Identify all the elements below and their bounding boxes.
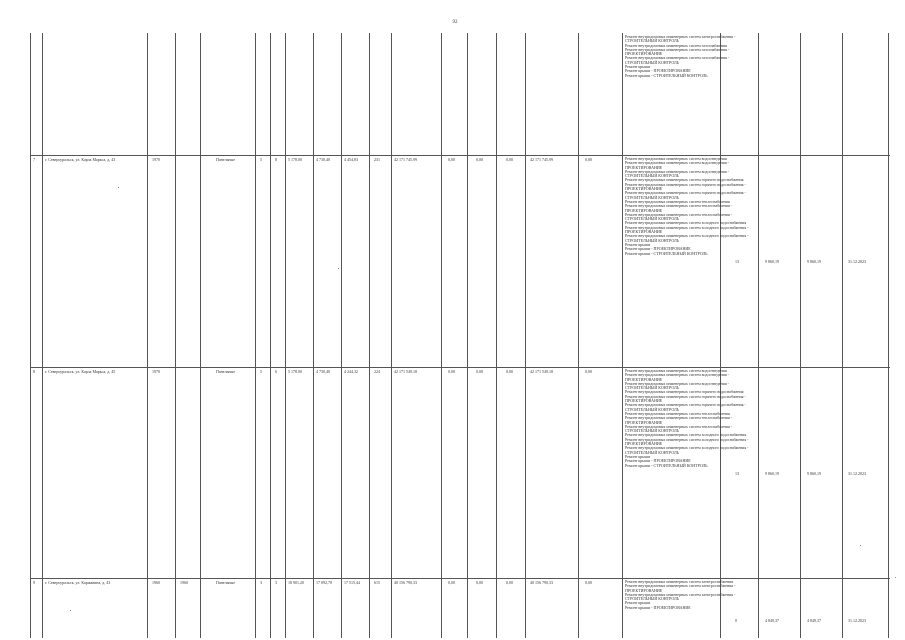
col-line xyxy=(622,33,623,638)
row-address: г. Североуральск, ул. Карла Маркса, д. 45 xyxy=(45,369,116,374)
row-number: 9 xyxy=(33,580,35,585)
row-floors: 5 xyxy=(260,369,262,374)
row-residents: 231 xyxy=(374,157,380,162)
row-cost-total: 40 156 790,33 xyxy=(394,580,417,585)
row-area-nonliving: 17 515,44 xyxy=(344,580,360,585)
scan-speck xyxy=(338,268,339,269)
page-number: 92 xyxy=(452,20,458,25)
col-line xyxy=(42,33,43,638)
row-cost-col: 0,00 xyxy=(585,157,592,162)
row-separator xyxy=(30,578,890,579)
col-line xyxy=(496,33,497,638)
row-area-living: 4 730,40 xyxy=(316,157,330,162)
col-line xyxy=(525,33,526,638)
row-area-nonliving: 4 454,83 xyxy=(344,157,358,162)
row-tail-date: 31.12.2023 xyxy=(848,471,866,476)
row-area-total: 5 178,00 xyxy=(288,157,302,162)
row-number: 7 xyxy=(33,157,35,162)
col-line xyxy=(391,33,392,638)
row-area-living: 4 730,40 xyxy=(316,369,330,374)
row-material: Панельные xyxy=(216,157,236,162)
col-line xyxy=(800,33,801,638)
col-line xyxy=(270,33,271,638)
col-line xyxy=(200,33,201,638)
row-tail-date: 31.12.2023 xyxy=(848,618,866,623)
row-cost-col: 42 171 745,99 xyxy=(530,157,553,162)
row-residents: 615 xyxy=(374,580,380,585)
row-cost-col: 0,00 xyxy=(585,369,592,374)
col-line xyxy=(369,33,370,638)
row-tail-date: 31.12.2023 xyxy=(848,259,866,264)
col-line xyxy=(467,33,468,638)
col-line xyxy=(175,33,176,638)
col-line xyxy=(255,33,256,638)
row-work-items: Ремонт внутридомовых инженерных систем водоотведения Ремонт внутридомовых инженерных систем водоотведения - ПРОЕКТИРОВАНИЕ Ремонт внутридомовых инженерных систем водоотведения - СТРОИТЕЛЬНЫЙ КОНТРОЛЬ Ремонт внутридомовых инженерных систем горячего водоснабжения Ремонт внутридомовых инженерных систем горячего водоснабжения - ПРОЕКТИРОВАНИЕ Ремонт внутридомовых инженерных систем горячего водоснабжения - СТРОИТЕЛЬНЫЙ КОНТРОЛЬ Ремонт внутридомовых инженерных систем теплоснабжения Ремонт внутридомовых инженерных систем теплоснабжения - ПРОЕКТИРОВАНИЕ Ремонт внутридомовых инженерных систем теплоснабжения - СТРОИТЕЛЬНЫЙ КОНТРОЛЬ Ремонт внутридомовых инженерных систем холодного водоснабжения Ремонт внутридомовых инженерных систем холодного водоснабжения - ПРОЕКТИРОВАНИЕ Ремонт внутридомовых инженерных систем холодного водоснабжения - СТРОИТЕЛЬНЫЙ КОНТРОЛЬ Ремонт крыши Ремонт крыши - ПРОЕКТИРОВАНИЕ Ремонт крыши - СТРОИТЕЛЬНЫЙ КОНТРОЛЬ xyxy=(625,369,749,468)
row-entrances: 3 xyxy=(275,580,277,585)
row-cost-col: 40 156 790,33 xyxy=(530,580,553,585)
col-line xyxy=(285,33,286,638)
row-cost-col: 0,00 xyxy=(506,580,513,585)
row-residents: 224 xyxy=(374,369,380,374)
row-address: г. Североуральск, ул. Каржавина, д. 43 xyxy=(45,580,111,585)
row-cost-total: 42 171 549,18 xyxy=(394,369,417,374)
row-cost-col: 0,00 xyxy=(585,580,592,585)
row-separator xyxy=(30,367,890,368)
col-line xyxy=(888,33,889,638)
row-cost-col: 0,00 xyxy=(506,369,513,374)
row-tail-value: 4 849,37 xyxy=(765,618,779,623)
scan-speck xyxy=(118,187,119,188)
col-line xyxy=(313,33,314,638)
scan-speck xyxy=(895,577,896,578)
row-work-items: Ремонт внутридомовых инженерных систем электроснабжения Ремонт внутридомовых инженерных систем электроснабжения - ПРОЕКТИРОВАНИЕ Ремонт внутридомовых инженерных систем электроснабжения - СТРОИТЕЛЬНЫЙ КОНТРОЛЬ Ремонт крыши Ремонт крыши - ПРОЕКТИРОВАНИЕ xyxy=(625,580,736,610)
scan-speck xyxy=(860,545,861,546)
row-tail-count: 13 xyxy=(735,259,739,264)
row-work-items: Ремонт внутридомовых инженерных систем водоотведения Ремонт внутридомовых инженерных систем водоотведения - ПРОЕКТИРОВАНИЕ Ремонт внутридомовых инженерных систем водоотведения - СТРОИТЕЛЬНЫЙ КОНТРОЛЬ Ремонт внутридомовых инженерных систем горячего водоснабжения Ремонт внутридомовых инженерных систем горячего водоснабжения - ПРОЕКТИРОВАНИЕ Ремонт внутридомовых инженерных систем горячего водоснабжения - СТРОИТЕЛЬНЫЙ КОНТРОЛЬ Ремонт внутридомовых инженерных систем теплоснабжения Ремонт внутридомовых инженерных систем теплоснабжения - ПРОЕКТИРОВАНИЕ Ремонт внутридомовых инженерных систем теплоснабжения - СТРОИТЕЛЬНЫЙ КОНТРОЛЬ Ремонт внутридомовых инженерных систем холодного водоснабжения Ремонт внутридомовых инженерных систем холодного водоснабжения - ПРОЕКТИРОВАНИЕ Ремонт внутридомовых инженерных систем холодного водоснабжения - СТРОИТЕЛЬНЫЙ КОНТРОЛЬ Ремонт крыши Ремонт крыши - ПРОЕКТИРОВАНИЕ Ремонт крыши - СТРОИТЕЛЬНЫЙ КОНТРОЛЬ xyxy=(625,157,749,256)
row-tail-count: 0 xyxy=(735,618,737,623)
col-line xyxy=(30,33,31,638)
row-number: 8 xyxy=(33,369,35,374)
row-tail-count: 13 xyxy=(735,471,739,476)
row-separator xyxy=(30,155,890,156)
row-cost-col: 42 171 549,18 xyxy=(530,369,553,374)
row-cost-col: 0,00 xyxy=(476,580,483,585)
col-line xyxy=(842,33,843,638)
scan-speck xyxy=(70,610,71,611)
row-year: 1960 xyxy=(152,580,160,585)
col-line xyxy=(758,33,759,638)
row-tail-value: 9 860,19 xyxy=(807,471,821,476)
col-line xyxy=(341,33,342,638)
row-year: 1970 xyxy=(152,369,160,374)
row-tail-value: 9 860,19 xyxy=(807,259,821,264)
row-cost-col: 0,00 xyxy=(448,369,455,374)
row-cost-total: 42 171 745,99 xyxy=(394,157,417,162)
row-top-items: Ремонт внутридомовых инженерных систем электроснабжения - СТРОИТЕЛЬНЫЙ КОНТРОЛЬ Ремонт внутридомовых инженерных систем газоснабжения Ремонт внутридомовых инженерных систем газоснабжения - ПРОЕКТИРОВАНИЕ Ремонт внутридомовых инженерных систем газоснабжения - СТРОИТЕЛЬНЫЙ КОНТРОЛЬ Ремонт крыши Ремонт крыши - ПРОЕКТИРОВАНИЕ Ремонт крыши - СТРОИТЕЛЬНЫЙ КОНТРОЛЬ xyxy=(625,35,736,78)
row-cost-col: 0,00 xyxy=(448,580,455,585)
row-material: Панельные xyxy=(216,369,236,374)
row-area-nonliving: 4 244,32 xyxy=(344,369,358,374)
row-cost-col: 0,00 xyxy=(448,157,455,162)
row-address: г. Североуральск, ул. Карла Маркса, д. 43 xyxy=(45,157,116,162)
row-year: 1970 xyxy=(152,157,160,162)
row-area-total: 5 178,00 xyxy=(288,369,302,374)
row-area-living: 17 092,70 xyxy=(316,580,332,585)
row-cost-col: 0,00 xyxy=(476,157,483,162)
row-cost-col: 0,00 xyxy=(506,157,513,162)
row-tail-value: 4 849,37 xyxy=(807,618,821,623)
row-cost-col: 0,00 xyxy=(476,369,483,374)
row-entrances: 6 xyxy=(275,369,277,374)
row-entrances: 8 xyxy=(275,157,277,162)
registry-table xyxy=(30,33,890,638)
col-line xyxy=(147,33,148,638)
row-material: Панельные xyxy=(216,580,236,585)
row-area-total: 18 901,20 xyxy=(288,580,304,585)
col-line xyxy=(441,33,442,638)
col-line xyxy=(578,33,579,638)
row-floors: 3 xyxy=(260,580,262,585)
row-floors: 5 xyxy=(260,157,262,162)
row-tail-value: 9 860,19 xyxy=(765,259,779,264)
row-year-renovation: 1960 xyxy=(180,580,188,585)
row-tail-value: 9 860,19 xyxy=(765,471,779,476)
